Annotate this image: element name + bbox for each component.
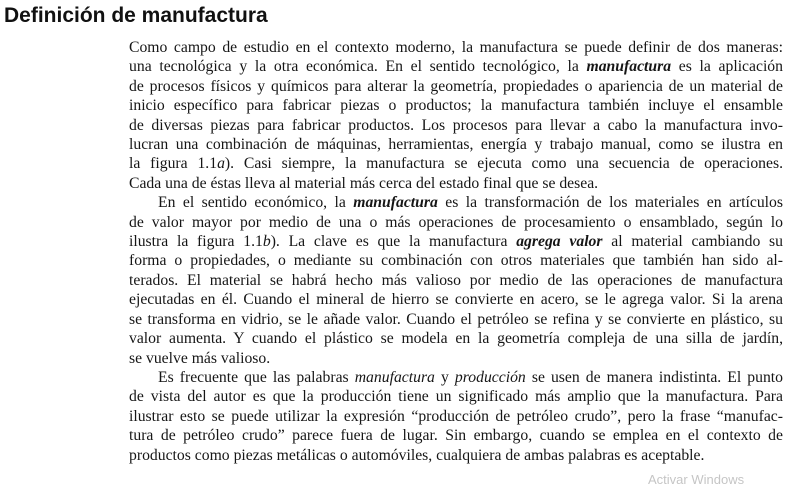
text-line: [129, 387, 783, 406]
text-run: de diversas piezas para fabricar productos. Los procesos para llevar a cabo la manufactura invo-: [129, 116, 783, 134]
text-line: [129, 290, 783, 309]
emphasized-term: manufactura: [586, 58, 672, 76]
section-heading: Definición de manufactura: [4, 4, 268, 27]
italic-run: b: [262, 233, 271, 251]
text-run: inicio específico para fabricar piezas o productos; la manufactura también incluye el ensamble: [129, 97, 783, 115]
text-run: una tecnológica y la otra económica. En el sentido tecnológico, la: [129, 58, 587, 76]
text-run: ilustra la figura 1.1: [129, 233, 263, 251]
text-run: se vuelve más valioso.: [129, 349, 271, 367]
text-run: ). Casi siempre, la manufactura se ejecuta como una secuencia de operaciones.: [224, 155, 784, 173]
text-line: [129, 135, 783, 154]
italic-run: producción: [454, 368, 526, 386]
text-run: ejecutadas en él. Cuando el mineral de hierro se convierte en acero, se le agrega valor. Si la arena: [129, 291, 783, 309]
text-line: [129, 329, 783, 348]
text-run: es la transformación de los materiales en artículos: [437, 194, 783, 212]
emphasized-term: manufactura: [353, 194, 438, 212]
text-line: [129, 116, 783, 135]
text-run: ilustrar esto se puede utilizar la expresión “producción de petróleo crudo”, pero la frase “manufac-: [129, 407, 783, 425]
emphasized-term: agrega valor: [516, 233, 603, 251]
text-run: Cada una de éstas lleva al material más cerca del estado final que se desea.: [129, 174, 599, 192]
text-run: la figura 1.1: [129, 155, 218, 173]
text-run: ). La clave es que la manufactura: [270, 233, 517, 251]
bold-italic-run: [353, 194, 438, 211]
text-run: En el sentido económico, la: [158, 194, 354, 212]
text-run: tura de petróleo crudo” parece fuera de lugar. Sin embargo, cuando se emplea en el contexto de: [129, 427, 783, 445]
text-run: Como campo de estudio en el contexto moderno, la manufactura se puede definir de dos maneras:: [129, 39, 783, 56]
text-run: se usen de manera indistinta. El punto: [525, 368, 784, 386]
text-line: [129, 446, 783, 465]
text-run: de valor mayor por medio de una o más operaciones de procesamiento o ensamblado, según lo: [129, 213, 783, 231]
text-run: productos como piezas metálicas o automóviles, cualquiera de ambas palabras es aceptable.: [129, 446, 705, 464]
body-text: [129, 38, 783, 465]
text-line: [129, 426, 783, 445]
text-line: [129, 38, 783, 57]
text-run: valor aumenta. Y cuando el plástico se modela en la geometría compleja de una silla de jardín,: [129, 330, 783, 348]
text-line: [129, 251, 783, 270]
text-run: al material cambiando su: [602, 233, 783, 251]
text-run: lucran una combinación de máquinas, herramientas, energía y trabajo manual, como se ilustra en: [129, 136, 783, 154]
text-line: [129, 174, 783, 193]
text-run: es la aplicación: [671, 58, 783, 76]
text-line: [129, 213, 783, 232]
text-line: [129, 77, 783, 96]
text-run: se transforma en vidrio, se le añade valor. Cuando el petróleo se refina y se convierte en plástico, su: [129, 310, 783, 328]
text-line: [129, 310, 783, 329]
bold-italic-run: [587, 58, 672, 75]
text-run: forma o propiedades, o mediante su combinación con otros materiales que también han sido al-: [129, 252, 783, 270]
text-line: [129, 368, 783, 387]
text-line: [129, 407, 783, 426]
italic-run: a: [217, 155, 225, 173]
text-line: [129, 193, 783, 212]
text-run: de vista del autor es que la producción tiene un significado más amplio que la manufactura. Para: [129, 388, 783, 406]
text-run: Es frecuente que las palabras: [158, 368, 355, 386]
text-line: [129, 232, 783, 251]
italic-run: manufactura: [354, 368, 435, 386]
text-line: [129, 154, 783, 173]
text-line: [129, 57, 783, 76]
text-line: [129, 271, 783, 290]
bold-italic-run: [516, 233, 602, 250]
text-line: [129, 349, 783, 368]
text-run: terados. El material se habrá hecho más valioso por medio de las operaciones de manufactura: [129, 271, 783, 289]
activation-watermark: Activar Windows: [648, 472, 745, 487]
text-run: de procesos físicos y químicos para alterar la geometría, propiedades o apariencia de un material de: [129, 77, 783, 95]
text-line: [129, 96, 783, 115]
text-run: y: [434, 368, 455, 386]
